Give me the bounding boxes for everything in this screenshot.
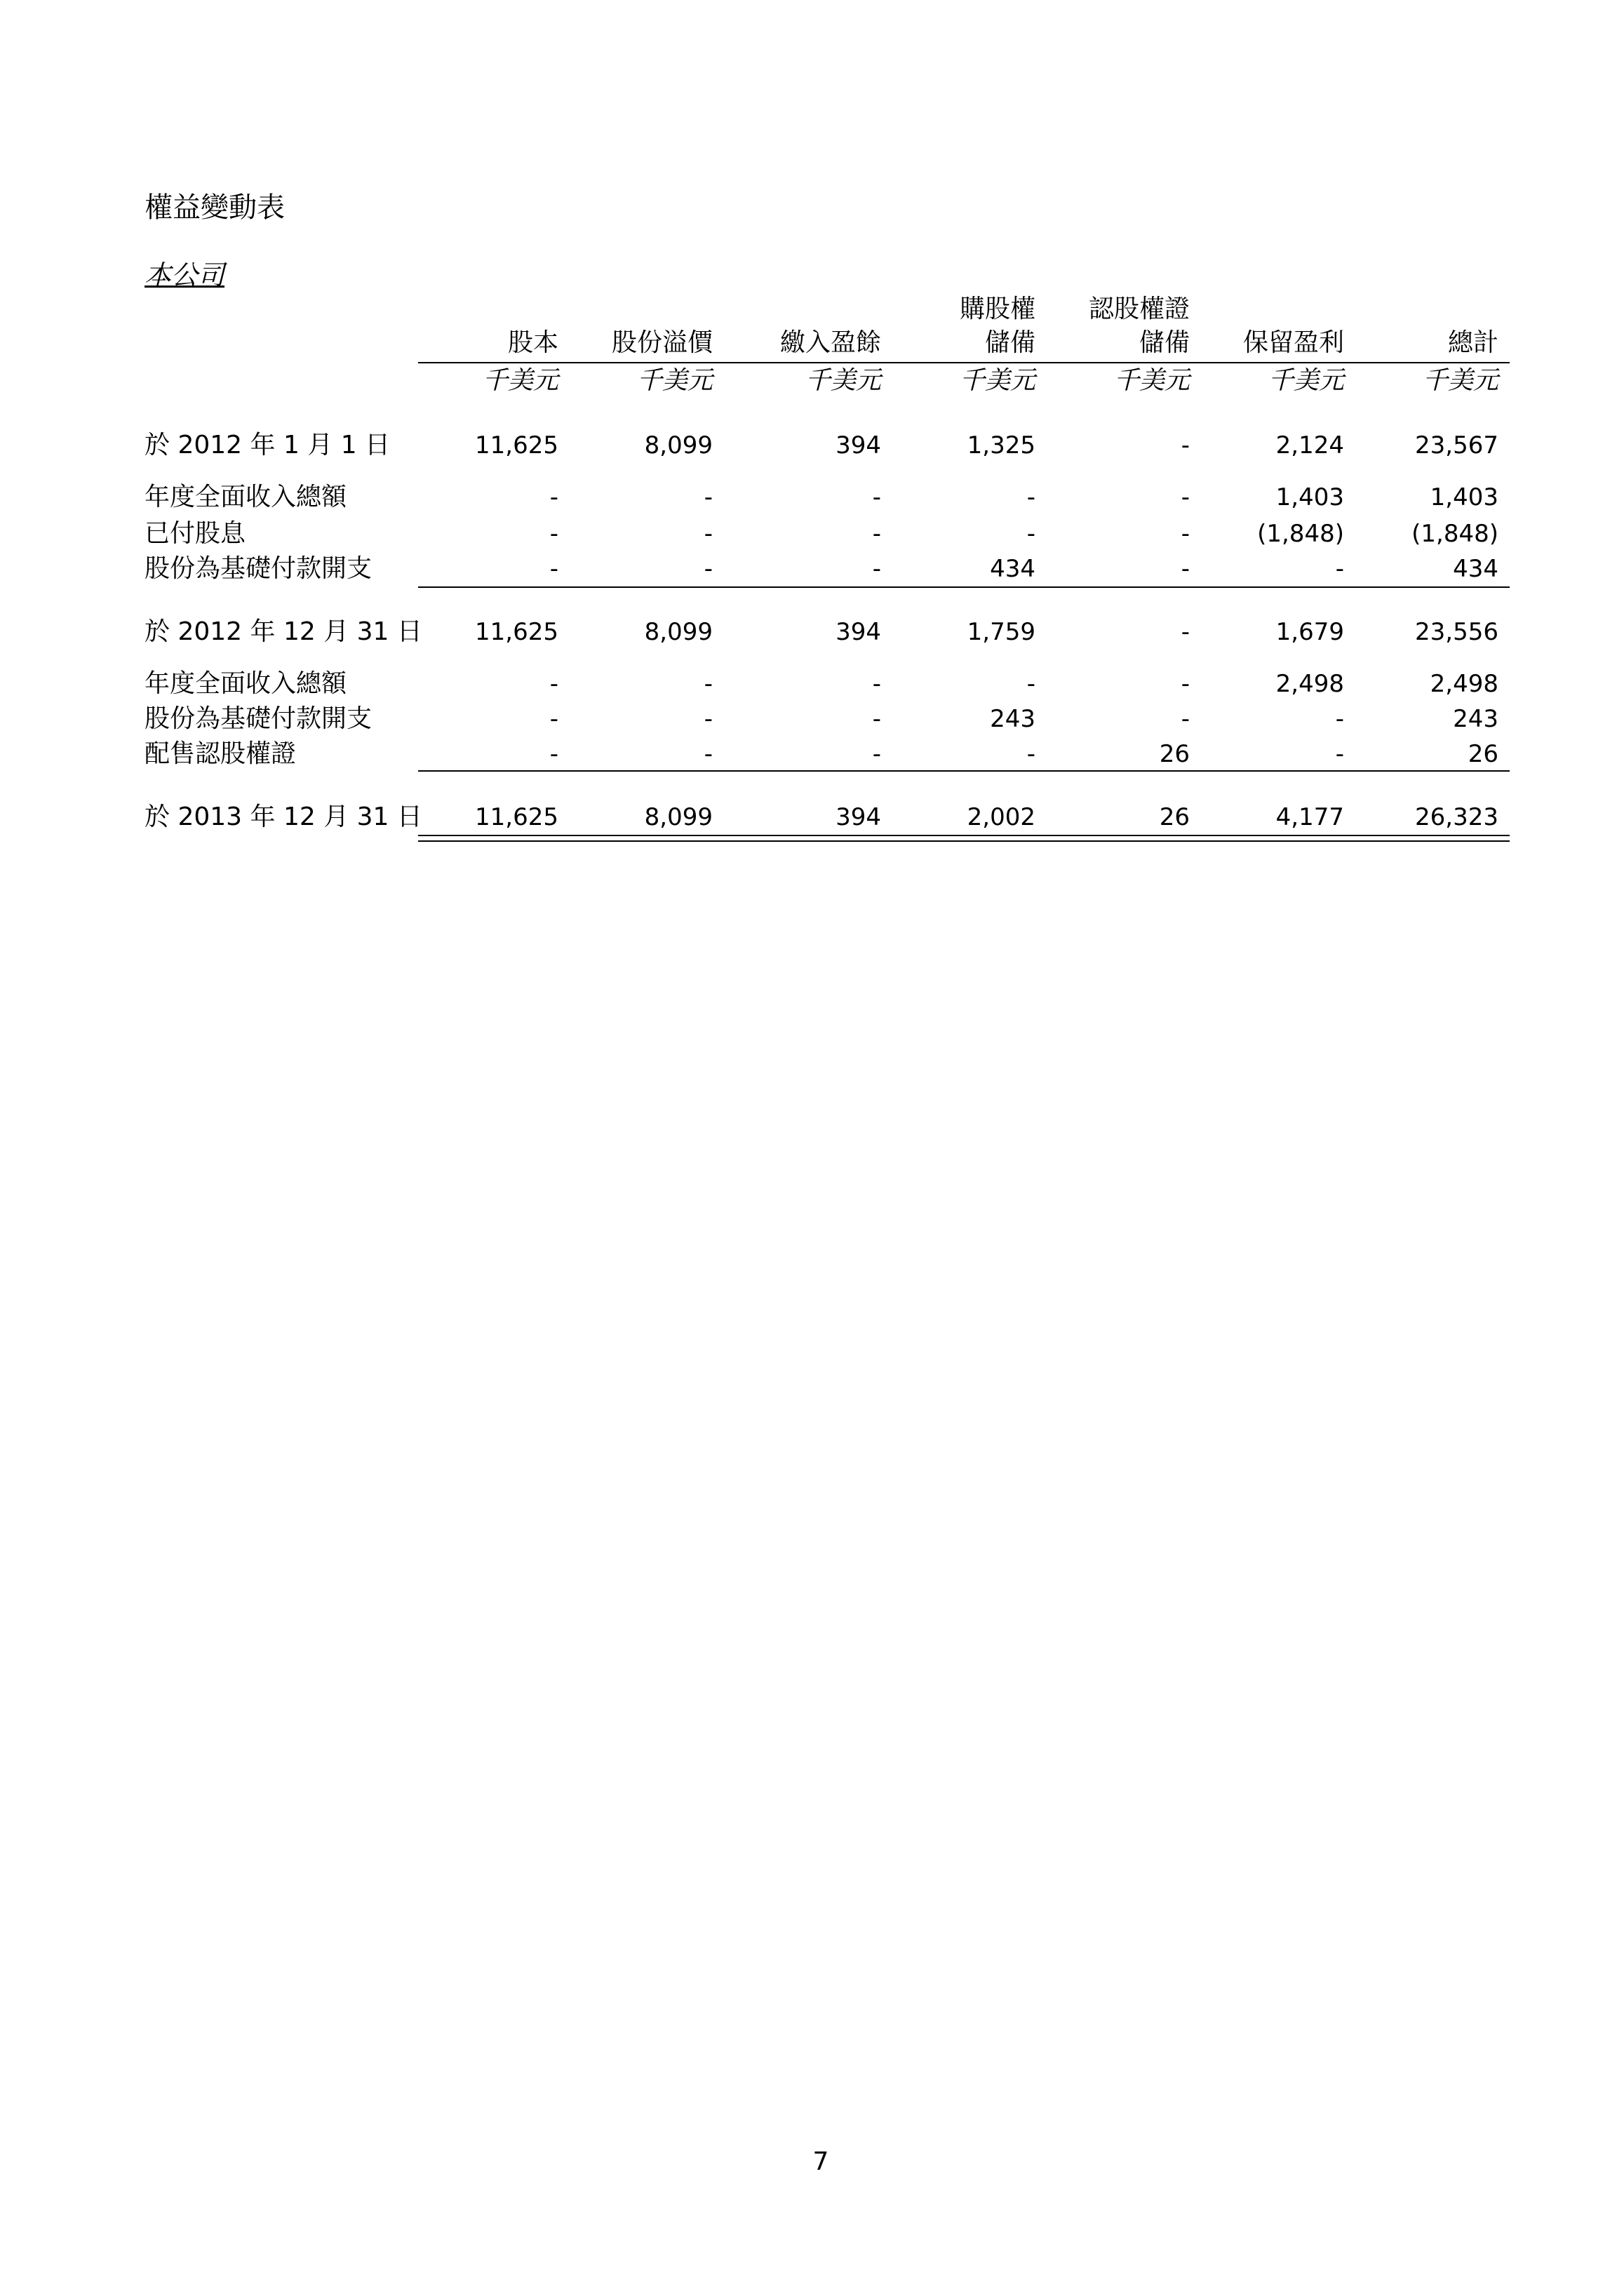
table-cell: - [872, 705, 881, 733]
column-header: 保留盈利 [1242, 328, 1344, 357]
page-number: 7 [812, 2147, 829, 2176]
table-cell: 23,567 [1415, 431, 1498, 459]
table-cell: - [549, 555, 558, 583]
row-label: 於 2012 年 12 月 31 日 [145, 617, 422, 646]
table-cell: - [1181, 431, 1190, 459]
table-cell: 394 [836, 618, 881, 646]
table-cell: - [704, 520, 713, 548]
column-unit: 千美元 [1268, 366, 1344, 395]
double-rule-bottom [418, 840, 1510, 842]
column-header: 儲備 [984, 328, 1035, 357]
row-label: 已付股息 [145, 519, 246, 548]
table-cell: - [1181, 670, 1190, 698]
table-cell: - [549, 670, 558, 698]
column-unit: 千美元 [482, 366, 558, 395]
column-unit: 千美元 [1422, 366, 1498, 395]
table-cell: 2,498 [1430, 670, 1498, 698]
column-unit: 千美元 [959, 366, 1035, 395]
table-cell: 394 [836, 431, 881, 459]
table-cell: 243 [990, 705, 1035, 733]
table-cell: 11,625 [475, 431, 558, 459]
table-cell: 26 [1468, 740, 1498, 768]
subtotal-rule-2013 [418, 770, 1510, 772]
table-cell: 8,099 [644, 618, 713, 646]
column-unit: 千美元 [805, 366, 881, 395]
row-label: 股份為基礎付款開支 [145, 554, 373, 583]
table-cell: - [1181, 618, 1190, 646]
table-cell: - [1026, 520, 1035, 548]
table-cell: - [1335, 705, 1344, 733]
row-label: 於 2013 年 12 月 31 日 [145, 803, 422, 831]
table-cell: 394 [836, 803, 881, 831]
table-cell: 434 [1453, 555, 1498, 583]
table-cell: 1,403 [1430, 483, 1498, 511]
row-label: 於 2012 年 1 月 1 日 [145, 431, 391, 459]
table-cell: 8,099 [644, 803, 713, 831]
subtotal-rule-2012 [418, 586, 1510, 588]
row-label: 年度全面收入總額 [145, 483, 347, 511]
table-cell: 26 [1159, 803, 1190, 831]
table-cell: 4,177 [1275, 803, 1344, 831]
column-header-line1: 購股權 [959, 295, 1035, 323]
table-cell: - [704, 705, 713, 733]
column-unit: 千美元 [636, 366, 713, 395]
table-cell: 2,002 [967, 803, 1035, 831]
row-label: 年度全面收入總額 [145, 669, 347, 698]
table-cell: - [704, 740, 713, 768]
table-cell: 1,325 [967, 431, 1035, 459]
table-cell: - [872, 483, 881, 511]
table-cell: - [704, 555, 713, 583]
table-cell: 243 [1453, 705, 1498, 733]
table-cell: - [872, 740, 881, 768]
page-title: 權益變動表 [145, 192, 285, 224]
header-rule [418, 362, 1510, 363]
table-cell: 8,099 [644, 431, 713, 459]
table-cell: - [549, 483, 558, 511]
page-subtitle: 本公司 [145, 260, 225, 290]
row-label: 股份為基礎付款開支 [145, 704, 373, 733]
table-cell: - [1181, 705, 1190, 733]
column-header: 股份溢價 [611, 328, 713, 357]
table-cell: 26,323 [1415, 803, 1498, 831]
table-cell: - [549, 705, 558, 733]
double-rule-top [418, 835, 1510, 836]
row-label: 配售認股權證 [145, 739, 297, 768]
column-unit: 千美元 [1113, 366, 1190, 395]
column-header: 繳入盈餘 [779, 328, 881, 357]
table-cell: - [872, 670, 881, 698]
table-cell: - [549, 740, 558, 768]
table-cell: - [1335, 740, 1344, 768]
table-cell: 11,625 [475, 618, 558, 646]
table-cell: 2,498 [1275, 670, 1344, 698]
table-cell: 26 [1159, 740, 1190, 768]
table-cell: - [1335, 555, 1344, 583]
table-cell: 434 [990, 555, 1035, 583]
column-header: 股本 [507, 328, 558, 357]
table-cell: - [549, 520, 558, 548]
table-cell: 23,556 [1415, 618, 1498, 646]
table-cell: - [704, 483, 713, 511]
table-cell: 1,403 [1275, 483, 1344, 511]
table-cell: (1,848) [1257, 520, 1344, 548]
table-cell: - [872, 520, 881, 548]
table-cell: - [1026, 670, 1035, 698]
column-header: 總計 [1447, 328, 1498, 357]
table-cell: - [1181, 520, 1190, 548]
table-cell: - [1181, 483, 1190, 511]
table-cell: 2,124 [1275, 431, 1344, 459]
column-header-line1: 認股權證 [1088, 295, 1190, 323]
column-header: 儲備 [1139, 328, 1190, 357]
table-cell: 1,679 [1275, 618, 1344, 646]
table-cell: - [1026, 740, 1035, 768]
table-cell: - [1181, 555, 1190, 583]
table-cell: - [872, 555, 881, 583]
table-cell: - [1026, 483, 1035, 511]
table-cell: - [704, 670, 713, 698]
table-cell: (1,848) [1411, 520, 1498, 548]
table-cell: 1,759 [967, 618, 1035, 646]
table-cell: 11,625 [475, 803, 558, 831]
